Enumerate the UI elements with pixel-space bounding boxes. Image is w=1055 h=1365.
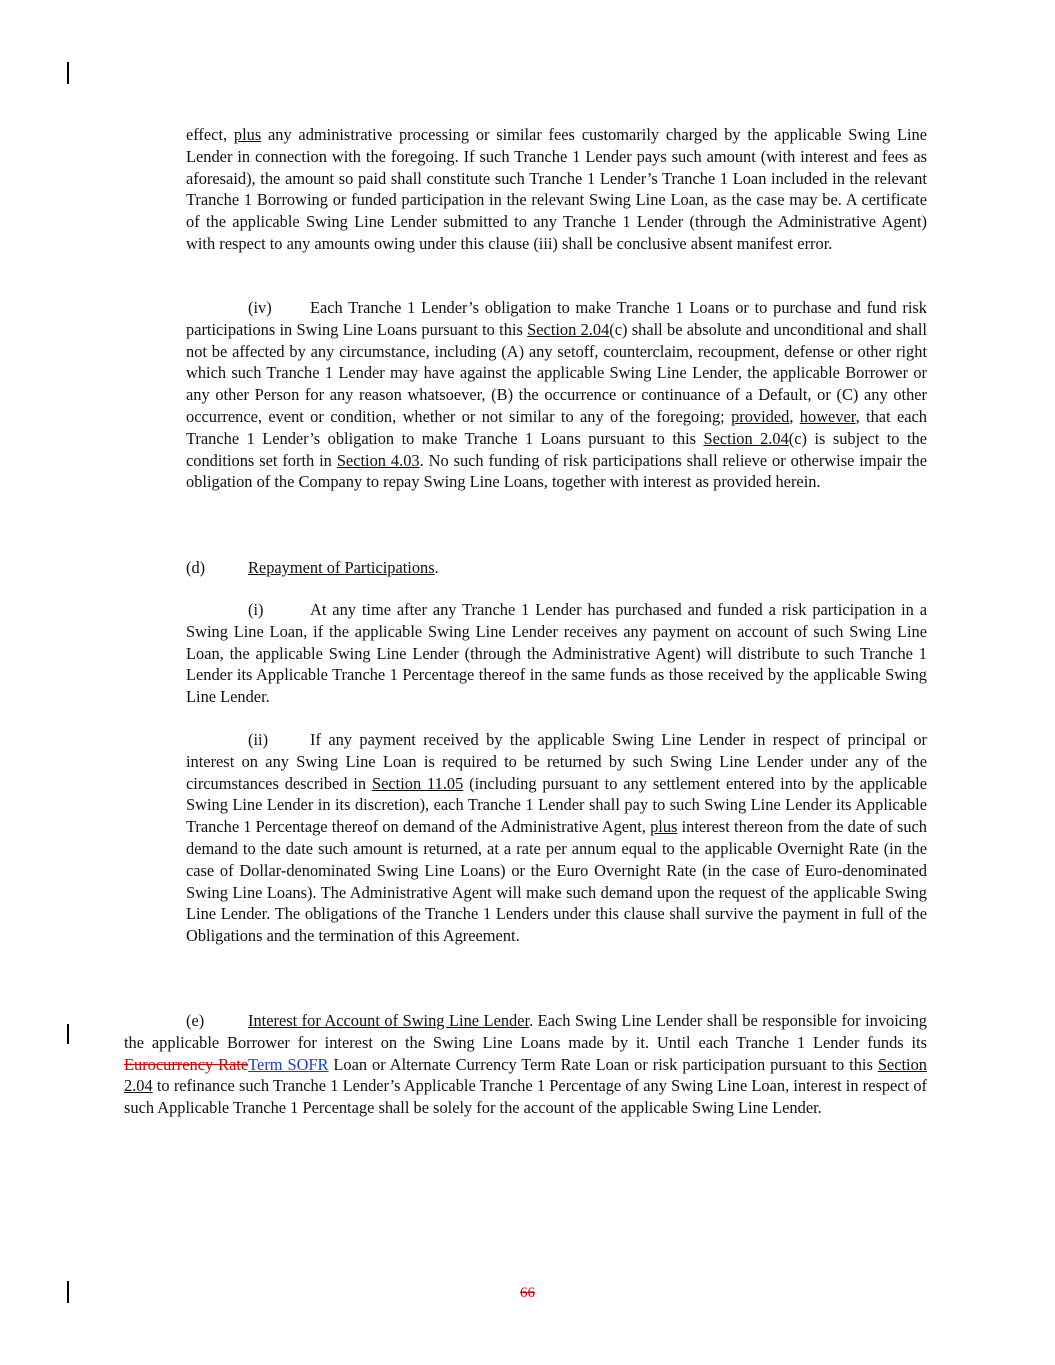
paragraph-ii: (ii) If any payment received by the applicable Swing Line Lender in respect of principal or interest on any Swing Line Loan is required to be returned by such Swing Line Lender under any of the circumstances described in Section 11.05 (including pursuant to any settlement entered into by the applicable Swing Line Lender in its discretion), each Tranche 1 Lender shall pay to such Swing Line Lender its Applicable Tranche 1 Percentage thereof on demand of the Administrative Agent, plus interest thereon from the date of such demand to the date such amount is returned, at a rate per annum equal to the applicable Overnight Rate (in the case of Dollar-denominated Swing Line Loans) or the Euro Overnight Rate (in the case of Euro-denominated Swing Line Loans). The Administrative Agent will make such demand upon the request of the applicable Swing Line Lender. The obligations of the Tranche 1 Lenders under this clause shall survive the payment in full of the Obligations and the termination of this Agreement. bbox=[186, 730, 927, 946]
section-reference: Section 11.05 bbox=[371, 773, 464, 793]
inserted-text: Term SOFR bbox=[248, 1054, 329, 1074]
clause-number: (d) bbox=[186, 558, 206, 577]
clause-number: (ii) bbox=[248, 730, 269, 749]
paragraph-iv: (iv) Each Tranche 1 Lender’s obligation to make Tranche 1 Loans or to purchase and fund risk participations in Swing Line Loans pursuant to this Section 2.04(c) shall be absolute and unconditional and shall not be affected by any circumstance, including (A) any setoff, counterclaim, recoupment, defense or other right which such Tranche 1 Lender may have against the applicable Swing Line Lender, the applicable Borrower or any other Person for any reason whatsoever, (B) the occurrence or continuance of a Default, or (C) any other occurrence, event or condition, whether or not similar to any of the foregoing; provided, however, that each Tranche 1 Lender’s obligation to make Tranche 1 Loans pursuant to this Section 2.04(c) is subject to the conditions set forth in Section 4.03. No such funding of risk participations shall relieve or otherwise impair the obligation of the Company to repay Swing Line Loans, together with interest as provided herein. bbox=[186, 298, 928, 492]
section-reference: Section 2.04 bbox=[703, 428, 789, 448]
clause-number: (e) bbox=[186, 1011, 205, 1030]
section-reference: Section 4.03 bbox=[336, 450, 420, 470]
paragraph-i: (i) At any time after any Tranche 1 Lender has purchased and funded a risk participation in a Swing Line Loan, if the applicable Swing Line Lender receives any payment on account of such Swing Line Loan, the applicable Swing Line Lender (through the Administrative Agent) will distribute to such Tranche 1 Lender its Applicable Tranche 1 Percentage thereof in the same funds as those received by the applicable Swing Line Lender. bbox=[186, 600, 927, 707]
deleted-text: Eurocurrency Rate bbox=[124, 1054, 249, 1074]
change-bar-top bbox=[67, 62, 69, 84]
clause-number: (i) bbox=[248, 600, 264, 619]
subsection-d-heading: (d) Repayment of Participations. bbox=[186, 558, 439, 577]
subsection-e: (e) Interest for Account of Swing Line Lender. Each Swing Line Lender shall be responsible for invoicing the applicable Borrower for interest on the Swing Line Loans made by it. Until each Tranche 1 Lender funds its Eurocurrency RateTerm SOFR Loan or Alternate Currency Term Rate Loan or risk participation pursuant to this Section 2.04 to refinance such Tranche 1 Lender’s Applicable Tranche 1 Percentage of any Swing Line Loan, interest in respect of such Applicable Tranche 1 Percentage shall be solely for the account of the applicable Swing Line Lender. bbox=[124, 1011, 927, 1118]
clause-number: (iv) bbox=[248, 298, 272, 317]
change-bar-middle bbox=[67, 1024, 69, 1044]
section-heading: Interest for Account of Swing Line Lender bbox=[248, 1011, 530, 1030]
section-reference: Section 2.04 bbox=[527, 319, 610, 339]
section-reference: Section 2.04 bbox=[124, 1054, 927, 1096]
section-heading: Repayment of Participations bbox=[248, 558, 435, 577]
paragraph-continuation: effect, plus any administrative processing or similar fees customarily charged by the applicable Swing Line Lender in connection with the foregoing. If such Tranche 1 Lender pays such amount (with interest and fees as aforesaid), the amount so paid shall constitute such Tranche 1 Lender’s Tranche 1 Loan included in the relevant Tranche 1 Borrowing or funded participation in the relevant Swing Line Loan, as the case may be. A certificate of the applicable Swing Line Lender submitted to any Tranche 1 Lender (through the Administrative Agent) with respect to any amounts owing under this clause (iii) shall be conclusive absent manifest error. bbox=[186, 125, 927, 253]
page-number: 66 bbox=[520, 1285, 535, 1301]
